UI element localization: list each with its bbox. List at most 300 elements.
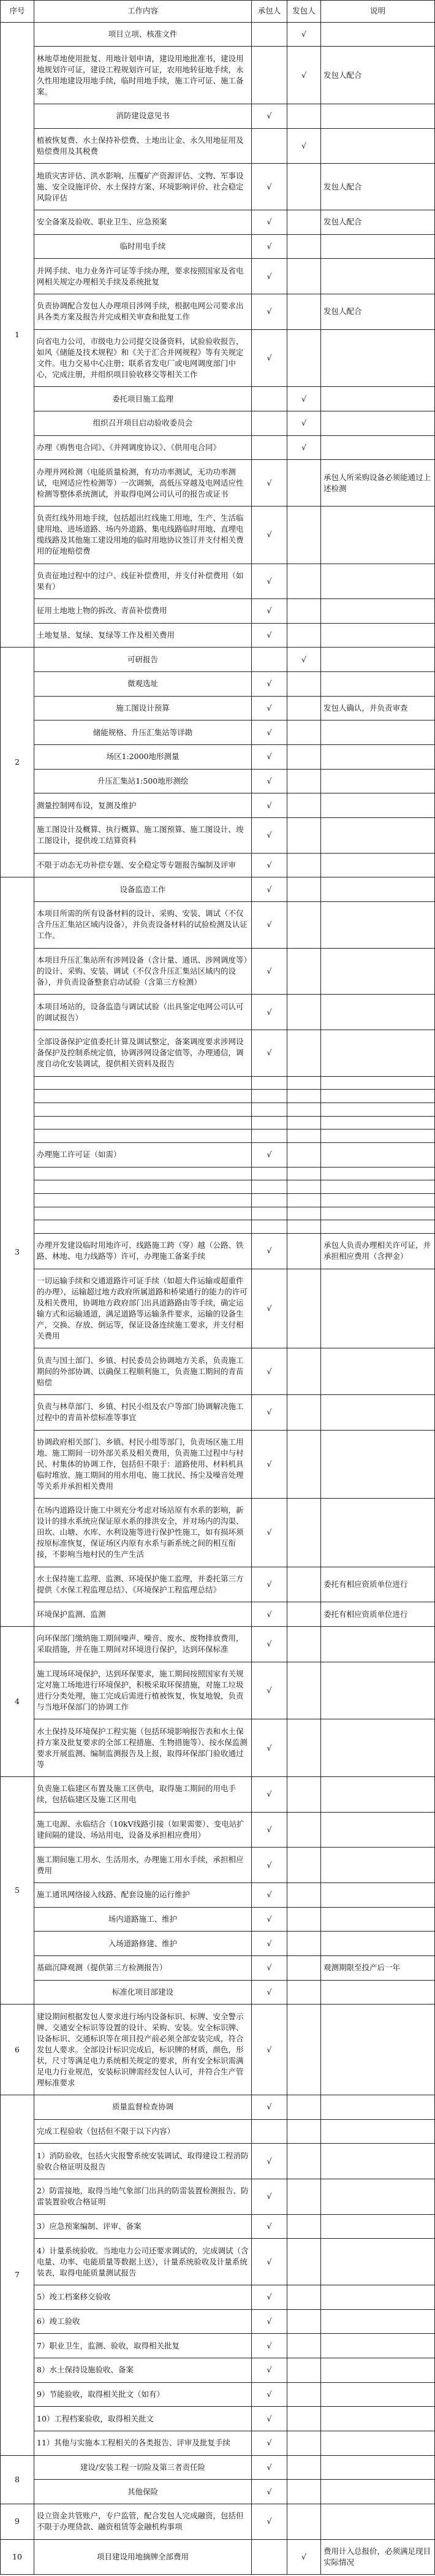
contractor-check: √ — [252, 2455, 287, 2480]
row-note — [321, 853, 435, 877]
contractor-check — [252, 1103, 287, 1116]
employer-check — [287, 2431, 321, 2455]
row-content: 环境保护监测、监测 — [34, 1602, 252, 1627]
contractor-check: √ — [252, 1777, 287, 1813]
row-content: 项目建设用地摘牌全部费用 — [34, 2539, 252, 2575]
row-note — [321, 2504, 435, 2539]
employer-check — [287, 506, 321, 564]
employer-check — [287, 1907, 321, 1932]
contractor-check: √ — [252, 696, 287, 720]
row-content: 临时用电手续 — [34, 234, 252, 259]
table-row — [1, 2358, 435, 2382]
row-note — [321, 387, 435, 411]
table-row — [1, 1394, 435, 1430]
row-note — [321, 2005, 435, 2095]
employer-check — [287, 2358, 321, 2382]
row-content: 5）竣工档案移交验收 — [34, 2285, 252, 2309]
row-content: 协调政府相关部门、乡镇、村民小组等部门，负责场区施工用地、施工期间一切外部关系及相关费用，负责施工过程中与村民、村集体的协调工作，包括但不限于：道路使用、材料机具临时堆放、施工期间的用水用电、施工扰民、扬尘及噪音处理等关系并承担相关费用 — [34, 1430, 252, 1499]
row-content: 其他保险 — [34, 2480, 252, 2504]
table-row — [1, 2334, 435, 2358]
row-content: 施工通讯网络接入线路、配套设施的运行维护 — [34, 1883, 252, 1908]
employer-check — [287, 745, 321, 770]
row-content: 负责与林草部门、乡镇、村民小组及农户等部门协调解决施工过程中的青苗补偿标准等事宜 — [34, 1394, 252, 1430]
employer-check — [287, 2309, 321, 2334]
row-content: 施工图设计及概算、执行概算、施工图预算、施工图设计、竣工图设计，提供竣工结算资料 — [34, 818, 252, 854]
table-body — [1, 22, 435, 2575]
employer-check — [287, 2214, 321, 2239]
row-content: 建设/安装工程一切险及第三者责任险 — [34, 2455, 252, 2480]
employer-check — [287, 564, 321, 599]
table-row — [1, 902, 435, 949]
contractor-check: √ — [252, 1142, 287, 1167]
row-note: 观测期限至投产后一年 — [321, 1956, 435, 1981]
row-content — [34, 1180, 252, 1194]
table-row — [1, 1180, 435, 1194]
table-row — [1, 1662, 435, 1719]
employer-check — [287, 2119, 321, 2144]
table-row — [1, 387, 435, 411]
row-content: 4）计量系统验收。当地电力公司还要求调试的，完成调试（含电量、功率、电能质量等数据上送），计量系统验收及计量系统装表，取得电能质量测试报告 — [34, 2239, 252, 2285]
row-content: 设备监造工作 — [34, 877, 252, 902]
contractor-check: √ — [252, 902, 287, 949]
employer-check: √ — [287, 435, 321, 460]
table-row — [1, 234, 435, 259]
table-row — [1, 995, 435, 1030]
table-row — [1, 1812, 435, 1848]
contractor-check: √ — [252, 2005, 287, 2095]
employer-check — [287, 720, 321, 745]
row-note — [321, 564, 435, 599]
row-note — [321, 1812, 435, 1848]
row-content: 设立资金共管账户，专户监管，配合发包人完成融资，包括但不限于办理贷款、融资租赁等金融机构事项 — [34, 2504, 252, 2539]
row-content: 9）节能验收，取得相关批文（如有） — [34, 2382, 252, 2407]
contractor-check: √ — [252, 210, 287, 234]
row-content: 负责与国土部门、乡镇、村民委员会协调地方关系，负责施工期间的外部协调、以确保工程顺利施工，负责施工期间的青苗赔偿 — [34, 1348, 252, 1395]
table-row — [1, 745, 435, 770]
contractor-check — [252, 435, 287, 460]
row-note — [321, 1932, 435, 1956]
row-seq: 8 — [1, 2455, 34, 2504]
row-content: 负责施工临建区布置及施工区供电，取得施工期间的用电手续，包括临建区及施工区用电 — [34, 1777, 252, 1813]
employer-check — [287, 1090, 321, 1103]
row-note — [321, 1129, 435, 1143]
employer-check — [287, 1220, 321, 1234]
header-employer: 发包人 — [287, 1, 321, 23]
employer-check — [287, 2179, 321, 2214]
row-note — [321, 720, 435, 745]
table-row — [1, 2214, 435, 2239]
row-content: 项目立项、核准文件 — [34, 22, 252, 47]
row-note: 发包人确认，并负责审查 — [321, 696, 435, 720]
employer-check — [287, 2480, 321, 2504]
table-row — [1, 2407, 435, 2431]
employer-check — [287, 769, 321, 793]
table-row — [1, 1207, 435, 1220]
contractor-check: √ — [252, 599, 287, 624]
table-row — [1, 623, 435, 648]
table-row — [1, 104, 435, 128]
row-note — [321, 2214, 435, 2239]
contractor-check — [252, 1116, 287, 1129]
row-note — [321, 1269, 435, 1348]
table-row — [1, 769, 435, 793]
table-row — [1, 1348, 435, 1395]
table-row — [1, 1129, 435, 1143]
row-note — [321, 623, 435, 648]
row-content — [34, 1193, 252, 1207]
employer-check — [287, 1956, 321, 1981]
contractor-check: √ — [252, 1812, 287, 1848]
row-content: 储能规格、升压汇集站等详勘 — [34, 720, 252, 745]
row-note — [321, 2431, 435, 2455]
employer-check: √ — [287, 22, 321, 47]
row-note — [321, 2407, 435, 2431]
contractor-check: √ — [252, 2431, 287, 2455]
employer-check — [287, 1167, 321, 1180]
row-content: 地质灾害评估、洪水影响、压覆矿产资源评估、文物、军事设施、安全设施评价、水土保持方案、环境影响评价、社会稳定风险评估 — [34, 164, 252, 210]
row-note — [321, 1883, 435, 1908]
contractor-check: √ — [252, 2382, 287, 2407]
table-row — [1, 2309, 435, 2334]
row-note — [321, 672, 435, 697]
contractor-check — [252, 1090, 287, 1103]
row-note — [321, 2239, 435, 2285]
row-content: 负责协调配合发包人办理项目涉网手续，根据电网公司要求出具各类方案及报告并完成相关审查和批复工作 — [34, 294, 252, 329]
row-note — [321, 259, 435, 294]
employer-check — [287, 948, 321, 995]
row-note — [321, 2179, 435, 2214]
header-content: 工作内容 — [34, 1, 252, 23]
row-content: 场区1:2000地形测量 — [34, 745, 252, 770]
employer-check — [287, 460, 321, 506]
table-row — [1, 460, 435, 506]
row-note — [321, 104, 435, 128]
employer-check — [287, 1207, 321, 1220]
contractor-check — [252, 1129, 287, 1143]
contractor-check: √ — [252, 1848, 287, 1883]
table-row — [1, 1233, 435, 1269]
employer-check — [287, 1180, 321, 1194]
row-note — [321, 1777, 435, 1813]
table-row — [1, 2239, 435, 2285]
table-row — [1, 599, 435, 624]
row-note — [321, 411, 435, 435]
row-content: 水土保持及环境保护工程实施（包括环境影响报告表和水土保持方案及批复要求的全部工程措施、生物措施等）、按水保监测要求开展监测、编制监测报告及上报，取得环保部门验收通过等 — [34, 1719, 252, 1777]
row-note — [321, 1076, 435, 1090]
row-content: 8）水土保持设施验收、备案 — [34, 2358, 252, 2382]
contractor-check: √ — [252, 2285, 287, 2309]
table-row — [1, 2095, 435, 2120]
table-row — [1, 210, 435, 234]
row-note — [321, 2334, 435, 2358]
row-note — [321, 948, 435, 995]
employer-check — [287, 853, 321, 877]
row-note — [321, 2480, 435, 2504]
row-note — [321, 1180, 435, 1194]
contractor-check: √ — [252, 720, 287, 745]
row-content: 2）防雷接地，取得当地气象部门出具的防雷装置检测报告、防雷装置验收合格证明 — [34, 2179, 252, 2214]
employer-check — [287, 1269, 321, 1348]
row-seq: 3 — [1, 877, 34, 1627]
row-note — [321, 22, 435, 47]
contractor-check: √ — [252, 104, 287, 128]
row-content: 微观选址 — [34, 672, 252, 697]
employer-check — [287, 1567, 321, 1602]
employer-check — [287, 672, 321, 697]
table-row — [1, 506, 435, 564]
employer-check — [287, 1030, 321, 1077]
row-content: 在场内道路设计施工中须充分考虑对场站原有水系的影响，新设计的排水系统应保证原水系的排洪安全，并对场内的沟渠、田坎、山塘、水库、水利设施等进行保护性施工，如有损坏须按原标准恢复，保证场区内原有水系与新系统之间的相互衔接，不影响当地村民的生产生活 — [34, 1499, 252, 1567]
row-note: 费用计入总报价，必须满足现目实际情况 — [321, 2539, 435, 2575]
row-note — [321, 1103, 435, 1116]
row-note — [321, 1980, 435, 2005]
row-seq: 9 — [1, 2504, 34, 2539]
table-row — [1, 1932, 435, 1956]
contractor-check: √ — [252, 672, 287, 697]
row-note — [321, 1394, 435, 1430]
row-note — [321, 2119, 435, 2144]
table-row — [1, 435, 435, 460]
employer-check — [287, 623, 321, 648]
contractor-check — [252, 2539, 287, 2575]
table-row — [1, 1627, 435, 1662]
table-row — [1, 47, 435, 104]
table-row — [1, 877, 435, 902]
row-note — [321, 506, 435, 564]
row-note — [321, 2095, 435, 2120]
row-content: 施工期间施工用水、生活用水，办理施工用水手续，承担相应费用 — [34, 1848, 252, 1883]
table-row — [1, 1167, 435, 1180]
table-row — [1, 1142, 435, 1167]
contractor-check: √ — [252, 1030, 287, 1077]
table-row — [1, 2504, 435, 2539]
table-row — [1, 2285, 435, 2309]
employer-check — [287, 696, 321, 720]
table-row — [1, 793, 435, 818]
row-content: 施工电源、永临结合（10kV线路引接（如果需要）、变电站扩建间隔的建设、场站用电，设备及承担相应费用） — [34, 1812, 252, 1848]
row-note — [321, 1193, 435, 1207]
row-content: 本项目所需的所有设备材料的设计、采购、安装、调试（不仅含升压汇集站区域内设备），并负责设备材料的试验检测及认证工作。 — [34, 902, 252, 949]
table-row — [1, 1602, 435, 1627]
row-content: 本项目场站的，设备监造与调试试验（出具鉴定电网公司认可的调试报告） — [34, 995, 252, 1030]
row-content: 向环保部门缴纳施工期间噪声、噪音、废水、废物排放费用，采取措施，并在施工期间对环境进行保护，达到环保标准 — [34, 1627, 252, 1662]
employer-check: √ — [287, 2539, 321, 2575]
employer-check — [287, 210, 321, 234]
row-content: 完成工程验收（包括但不限于以下内容） — [34, 2119, 252, 2144]
contractor-check: √ — [252, 2504, 287, 2539]
employer-check — [287, 1777, 321, 1813]
table-row — [1, 648, 435, 672]
row-note — [321, 877, 435, 902]
table-row — [1, 1103, 435, 1116]
row-note — [321, 435, 435, 460]
row-note — [321, 769, 435, 793]
row-note — [321, 1030, 435, 1077]
row-seq: 6 — [1, 2005, 34, 2095]
row-content: 基础沉降观测（提供第三方检测报告） — [34, 1956, 252, 1981]
contractor-check: √ — [252, 2358, 287, 2382]
employer-check — [287, 2334, 321, 2358]
employer-check — [287, 1499, 321, 1567]
contractor-check: √ — [252, 2179, 287, 2214]
row-note — [321, 1430, 435, 1499]
contractor-check: √ — [252, 1233, 287, 1269]
employer-check — [287, 234, 321, 259]
row-note: 承包人所采购设备必须能通过上述检测 — [321, 460, 435, 506]
contractor-check: √ — [252, 460, 287, 506]
row-seq: 7 — [1, 2095, 34, 2456]
contractor-check: √ — [252, 1980, 287, 2005]
contractor-check: √ — [252, 818, 287, 854]
contractor-check: √ — [252, 259, 287, 294]
contractor-check: √ — [252, 1394, 287, 1430]
row-content: 建设期间根据发包人要求进行场内设备标识、标牌、安全警示牌、交通安全标识等设置的设计、采购、安装。安全标识牌、设备标识、交通标识等在项目投产前必须全部安装完成，符合发包人要求。全部设计标识完成后，标识牌的材质，颜色，形状，尺寸等满足电力系统相关规定的要求，所有安全标识需满足电力行业规范，安装标识牌需经发包人认可，并符合生产管理标准要求 — [34, 2005, 252, 2095]
contractor-check: √ — [252, 2407, 287, 2431]
contractor-check — [252, 1193, 287, 1207]
row-note — [321, 2382, 435, 2407]
table-row — [1, 672, 435, 697]
row-note — [321, 1499, 435, 1567]
row-content: 质量监督检查协调 — [34, 2095, 252, 2120]
row-content: 1）消防验收，包括火灾报警系统安装调试、取得建设工程消防验收合格证明及报告 — [34, 2144, 252, 2179]
row-content — [34, 1103, 252, 1116]
row-note — [321, 1220, 435, 1234]
employer-check — [287, 1233, 321, 1269]
table-row — [1, 1567, 435, 1602]
contractor-check: √ — [252, 769, 287, 793]
contractor-check: √ — [252, 995, 287, 1030]
row-content: 6）竣工验收 — [34, 2309, 252, 2334]
row-note — [321, 1207, 435, 1220]
header-seq: 序号 — [1, 1, 34, 23]
contractor-check: √ — [252, 564, 287, 599]
row-note: 承包人负责办理相关许可证，并承担相应费用（含押金） — [321, 1233, 435, 1269]
row-note — [321, 1142, 435, 1167]
employer-check — [287, 793, 321, 818]
contractor-check — [252, 2119, 287, 2144]
row-note — [321, 2309, 435, 2334]
contractor-check — [252, 648, 287, 672]
row-content: 入场道路修建、维护 — [34, 1932, 252, 1956]
row-note — [321, 818, 435, 854]
employer-check — [287, 1719, 321, 1777]
contractor-check — [252, 387, 287, 411]
contractor-check: √ — [252, 1430, 287, 1499]
employer-check — [287, 2239, 321, 2285]
table-row — [1, 1193, 435, 1207]
row-content: 负责红线外用地手续，包括超出红线施工用地，生产、生活临建用地、进场道路、场内外道路、集电线路临时用地、直埋电缆线路及其他施工建设用地的临时用地协议签订并支付相关费用的征地赔偿费 — [34, 506, 252, 564]
table-row — [1, 1956, 435, 1981]
row-note — [321, 648, 435, 672]
contractor-check — [252, 1207, 287, 1220]
employer-check — [287, 1394, 321, 1430]
row-note: 发包人配合 — [321, 164, 435, 210]
contractor-check: √ — [252, 2239, 287, 2285]
contractor-check: √ — [252, 506, 287, 564]
table-row — [1, 2480, 435, 2504]
contractor-check: √ — [252, 793, 287, 818]
employer-check — [287, 2144, 321, 2179]
table-row — [1, 1076, 435, 1090]
table-row — [1, 329, 435, 387]
table-row — [1, 1883, 435, 1908]
row-content: 可研报告 — [34, 648, 252, 672]
contractor-check: √ — [252, 2334, 287, 2358]
row-seq: 5 — [1, 1777, 34, 2005]
contractor-check: √ — [252, 1907, 287, 1932]
employer-check: √ — [287, 387, 321, 411]
row-content: 施工现场环境保护，达到环保要求，施工期间按照国家有关规定对施工场地进行环境保护，积极采取环保措施，对施工垃圾进行分类处理，施工完成后需进行植被恢复，恢复地貌，负责与当地环保部门的协调工作 — [34, 1662, 252, 1719]
row-note: 发包人配合 — [321, 294, 435, 329]
header-note: 说明 — [321, 1, 435, 23]
row-content: 水土保持施工监理、监测、环境保护施工监理，并委托第三方提供《水保工程监理总结》、《环境保护工程监理总结》 — [34, 1567, 252, 1602]
table-row — [1, 2382, 435, 2407]
row-content — [34, 1090, 252, 1103]
contractor-check: √ — [252, 1932, 287, 1956]
row-content: 标准化项目部建设 — [34, 1980, 252, 2005]
employer-check — [287, 2382, 321, 2407]
row-content: 林地草地使用批复、用地计划申请，建设用地批准书，建设用地规划许可证，建设工程规划许可证，农用地转征地手续，永久性用地建设用地手续，临时用地手续，施工许可证、施工备案。 — [34, 47, 252, 104]
row-content: 征用土地地上物的拆改、青苗补偿费用 — [34, 599, 252, 624]
employer-check — [287, 294, 321, 329]
row-content — [34, 1116, 252, 1129]
table-row — [1, 1220, 435, 1234]
employer-check — [287, 1883, 321, 1908]
row-content: 不限于动态无功补偿专题、安全稳定等专题报告编制及评审 — [34, 853, 252, 877]
row-content: 办理并网检测（电能质量检测，有功功率测试，无功功率测试，电网适应性检测等）一次调频，高低压穿越及电网适应性检测等整体系统测试，并取得电网公司认可的报告或证书 — [34, 460, 252, 506]
table-row — [1, 1719, 435, 1777]
employer-check — [287, 1348, 321, 1395]
contractor-check: √ — [252, 1269, 287, 1348]
contractor-check: √ — [252, 2480, 287, 2504]
employer-check — [287, 1602, 321, 1627]
table-row — [1, 948, 435, 995]
row-content — [34, 1167, 252, 1180]
table-row — [1, 1777, 435, 1813]
row-content: 测量控制网布设，复测及维护 — [34, 793, 252, 818]
table-row — [1, 720, 435, 745]
row-seq: 10 — [1, 2539, 34, 2575]
row-note — [321, 995, 435, 1030]
row-note — [321, 745, 435, 770]
employer-check — [287, 2005, 321, 2095]
row-note — [321, 1167, 435, 1180]
row-note — [321, 1848, 435, 1883]
table-row — [1, 1499, 435, 1567]
contractor-check — [252, 1167, 287, 1180]
employer-check — [287, 1129, 321, 1143]
table-row — [1, 2431, 435, 2455]
table-row — [1, 259, 435, 294]
row-note: 委托有相应资质单位进行 — [321, 1602, 435, 1627]
row-content: 安全备案及验收、职业卫生、应急预案 — [34, 210, 252, 234]
row-note — [321, 1090, 435, 1103]
table-row — [1, 2455, 435, 2480]
employer-check — [287, 1430, 321, 1499]
row-note — [321, 902, 435, 949]
employer-check — [287, 329, 321, 387]
row-content: 升压汇集站1:500地形测绘 — [34, 769, 252, 793]
row-note — [321, 1348, 435, 1395]
table-row — [1, 411, 435, 435]
contractor-check: √ — [252, 294, 287, 329]
row-note — [321, 234, 435, 259]
table-row — [1, 2179, 435, 2214]
employer-check: √ — [287, 47, 321, 104]
row-content — [34, 1076, 252, 1090]
contractor-check: √ — [252, 1499, 287, 1567]
row-content: 本项目升压汇集站所有涉网设备（含计量、通讯、涉网调度等）的设计、采购、安装、调试（不仅含升压汇集站区域内的设备），并负责设备整套启动试验（含第三方检测） — [34, 948, 252, 995]
